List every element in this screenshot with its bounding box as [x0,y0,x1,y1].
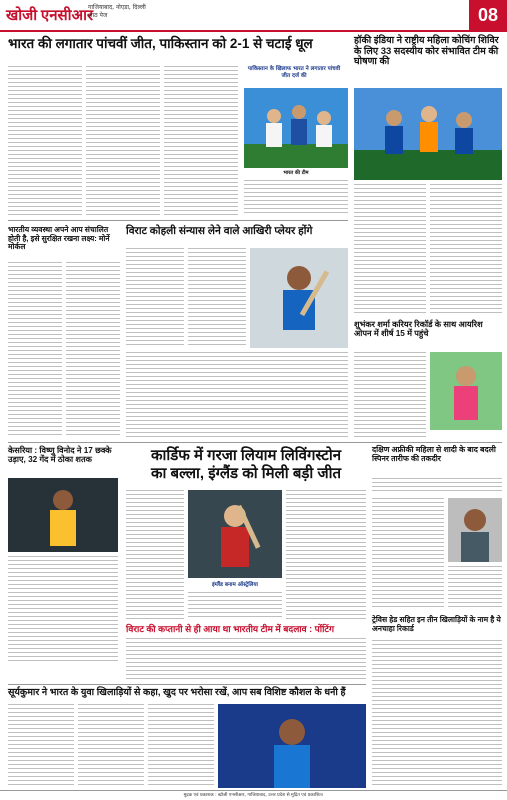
africa-intro [372,478,502,494]
surya-column-1 [8,704,74,788]
surya-column-3 [148,704,214,788]
headline-vishnu: केसरिया : विष्णु विनोद ने 17 छक्के उड़ाए, 32 गेंद में ठोका शतक [8,446,112,465]
surya-column-2 [78,704,144,788]
headline-travis: ट्रेविस हेड सहित इन तीन खिलाड़ियों के नाम है ये अनचाहा रिकार्ड [372,615,501,633]
headline-morkel: भारतीय व्यवस्था अपने आप संचालित होती है, इसे सुरक्षित रखना लक्ष्य: मोर्ने मोर्कल [8,225,110,251]
hockey-column-2 [430,184,502,314]
ponting-body [126,638,366,680]
livingstone-photo [188,490,282,578]
headline-livingstone-2: का बल्ला, इंग्लैंड को मिली बड़ी जीत [150,465,342,482]
livingstone-column-2 [286,490,366,620]
shubhankar-column [354,352,426,438]
livingstone-column-3 [188,592,282,620]
morkel-column-1 [8,262,62,438]
spinner-portrait-image [448,498,502,562]
kohli-photo [250,248,348,348]
livingstone-column-1 [126,490,184,620]
divider-2 [8,442,502,443]
divider-3 [8,684,366,685]
vishnu-column [8,556,118,664]
pak-photo-caption: भारत की टीम [283,170,309,176]
pak-subhead: पाकिस्तान के खिलाफ भारत ने लगातार पांचवी जीत दर्ज की [247,66,341,79]
suryakumar-image [218,704,366,788]
kohli-column-1 [126,248,184,348]
brand-logo: खोजी एनसीआर [6,8,94,24]
headline-pak: भारत की लगातार पांचवीं जीत, पाकिस्तान को 2-1 से चटाई धूल [8,36,313,51]
headline-ponting: विराट की कप्तानी से ही आया था भारतीय टीम में बदलाव : पोंटिंग [126,624,335,634]
headline-hockey: हॉकी इंडिया ने राष्ट्रीय महिला कोचिंग शिविर के लिए 33 सदस्यीय कोर संभावित टीम की घोषणा की [354,35,499,68]
kohli-batting-image [250,248,348,348]
africa-column-2 [448,566,502,610]
surya-photo [218,704,366,788]
spinner-photo [448,498,502,562]
kohli-column-bottom [126,352,348,438]
headline-surya: सूर्यकुमार ने भारत के युवा खिलाड़ियों से कहा, खुद पर भरोसा रखें, आप सब विशिष्ट कौशल के धनी हैं [8,687,346,698]
livingstone-batting-image [188,490,282,578]
travis-column [372,640,502,788]
hockey-celebration-image [244,88,348,168]
hockey-column-1 [354,184,426,314]
pak-column-1 [8,66,82,216]
page-footer: मुद्रक एवं प्रकाशक : खोजी एनसीआर, गाजियाबाद, उत्तर प्रदेश से मुद्रित एवं प्रकाशित। [0,790,507,800]
vishnu-photo [8,478,118,552]
africa-column-1 [372,498,444,610]
masthead [0,0,507,32]
headline-livingstone-1: कार्डिफ में गरजा लियाम लिविंगस्टोन [150,447,342,464]
headline-shubhankar: शुभंकर शर्मा करियर रिकॉर्ड के साथ आयरिश ओपन में शीर्ष 15 में पहुंचे [354,320,483,339]
livingstone-subhead: इंग्लैंड बनाम ऑस्ट्रेलिया [212,582,258,588]
page-number: 08 [469,0,507,30]
women-hockey-team-image [354,88,502,180]
golfer-photo [430,352,502,430]
divider-1 [8,220,348,221]
pak-column-2 [86,66,160,216]
pak-column-4 [244,180,348,216]
headline-kohli: विराट कोहली संन्यास लेने वाले आखिरी प्लेयर होंगे [126,225,313,237]
hockey-photo-right [354,88,502,180]
morkel-column-2 [66,262,120,438]
edition-line-2: आठ पेज [88,12,108,19]
edition-info [88,4,146,20]
kohli-column-2 [188,248,246,348]
golfer-image [430,352,502,430]
pak-column-3 [164,66,238,216]
vishnu-vinod-image [8,478,118,552]
hockey-photo-left [244,88,348,168]
edition-line-1: गाजियाबाद, नोएडा, दिल्ली [88,4,146,11]
headline-africa: दक्षिण अफ्रीकी महिला से शादी के बाद बदली स्पिनर तारीफ की तकदीर [372,445,496,463]
